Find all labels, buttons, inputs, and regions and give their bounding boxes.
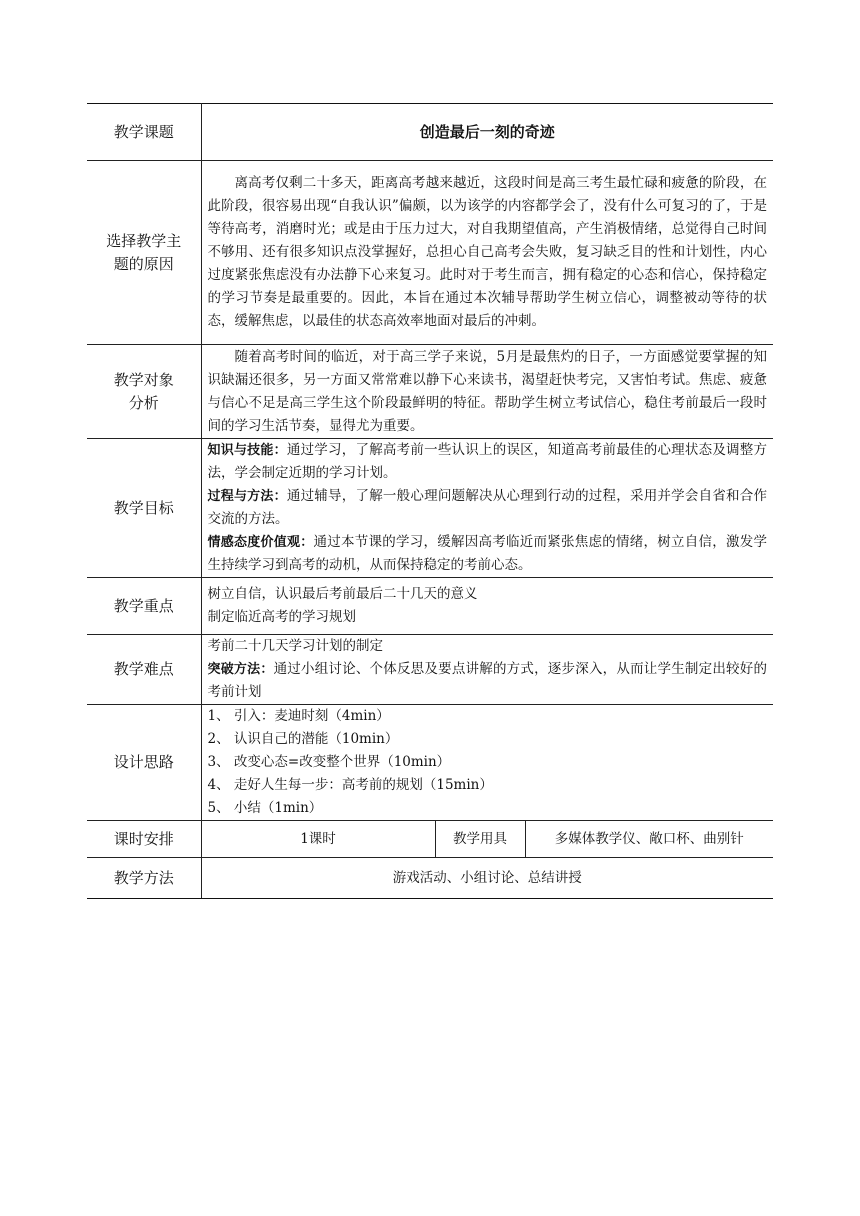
- topic-title: 创造最后一刻的奇迹: [201, 104, 773, 161]
- schedule-value: 1课时: [201, 821, 435, 858]
- goal-process-text: 通过辅导，了解一般心理问题解决从心理到行动的过程，采用并学会自省和合作交流的方法。: [207, 488, 767, 527]
- row-object: [87, 345, 773, 439]
- lesson-plan-table: [87, 103, 773, 899]
- goal-emotion-text: 通过本节课的学习，缓解因高考临近而紧张焦虑的情绪，树立自信，激发学生持续学习到高考的动机，从而保持稳定的考前心态。: [207, 534, 767, 573]
- method-label: 教学方法: [87, 858, 201, 899]
- goal-process-head: 过程与方法：: [207, 489, 287, 504]
- reason-text: 离高考仅剩二十多天，距离高考越来越近，这段时间是高三考生最忙碌和疲惫的阶段，在此阶段，很容易出现“自我认识”偏颇，以为该学的内容都学会了，没有什么可复习的了，于是等待高考，消磨时光；或是由于压力过大，对自我期望值高，产生消极情绪，总觉得自己时间不够用、还有很多知识点没掌握好，总担心自己高考会失败，复习缺乏目的性和计划性，内心过度紧张焦虑没有办法静下心来复习。此时对于考生而言，拥有稳定的心态和信心，保持稳定的学习节奏是最重要的。因此，本旨在通过本次辅导帮助学生树立信心，调整被动等待的状态，缓解焦虑，以最佳的状态高效率地面对最后的冲刺。: [201, 161, 773, 345]
- row-reason: [87, 161, 773, 345]
- tools-value: 多媒体教学仪、敞口杯、曲别针: [525, 821, 773, 858]
- reason-label: 选择教学主 题的原因: [87, 161, 201, 345]
- design-list: [201, 705, 773, 821]
- row-design: [87, 705, 773, 821]
- row-topic: [87, 104, 773, 161]
- row-goals: [87, 439, 773, 578]
- goals-label: 教学目标: [87, 439, 201, 578]
- design-item: 2、 认识自己的潜能（10min）: [207, 731, 399, 747]
- goal-knowledge-head: 知识与技能：: [207, 443, 287, 458]
- goals-text: [201, 439, 773, 578]
- key-text: 树立自信，认识最后考前最后二十几天的意义 制定临近高考的学习规划: [201, 578, 773, 635]
- method-value: 游戏活动、小组讨论、总结讲授: [201, 858, 773, 899]
- breakthrough-text: 通过小组讨论、个体反思及要点讲解的方式，逐步深入，从而让学生制定出较好的考前计划: [207, 661, 767, 700]
- tools-label: 教学用具: [435, 821, 525, 858]
- object-label: 教学对象 分析: [87, 345, 201, 439]
- row-method: [87, 858, 773, 899]
- difficulty-label: 教学难点: [87, 635, 201, 705]
- row-schedule: [87, 821, 773, 858]
- row-difficulty: [87, 635, 773, 705]
- key-label: 教学重点: [87, 578, 201, 635]
- design-item: 4、 走好人生每一步：高考前的规划（15min）: [207, 777, 493, 793]
- goal-knowledge-text: 通过学习，了解高考前一些认识上的误区，知道高考前最佳的心理状态及调整方法，学会制定近期的学习计划。: [207, 442, 767, 481]
- schedule-label: 课时安排: [87, 821, 201, 858]
- design-label: 设计思路: [87, 705, 201, 821]
- row-key: [87, 578, 773, 635]
- design-item: 1、 引入：麦迪时刻（4min）: [207, 708, 390, 724]
- difficulty-text: 考前二十几天学习计划的制定 突破方法：通过小组讨论、个体反思及要点讲解的方式，逐步深入，从而让学生制定出较好的考前计划: [201, 635, 773, 705]
- design-item: 3、 改变心态=改变整个世界（10min）: [207, 754, 451, 770]
- object-text: 随着高考时间的临近，对于高三学子来说，5月是最焦灼的日子，一方面感觉要掌握的知识缺漏还很多，另一方面又常常难以静下心来读书，渴望赶快考完，又害怕考试。焦虑、疲惫与信心不足是高三学生这个阶段最鲜明的特征。帮助学生树立考试信心，稳住考前最后一段时间的学习生活节奏，显得尤为重要。: [201, 345, 773, 439]
- goal-emotion-head: 情感态度价值观：: [207, 535, 314, 550]
- topic-label: 教学课题: [87, 104, 201, 161]
- design-item: 5、 小结（1min）: [207, 800, 323, 816]
- breakthrough-head: 突破方法：: [207, 662, 274, 677]
